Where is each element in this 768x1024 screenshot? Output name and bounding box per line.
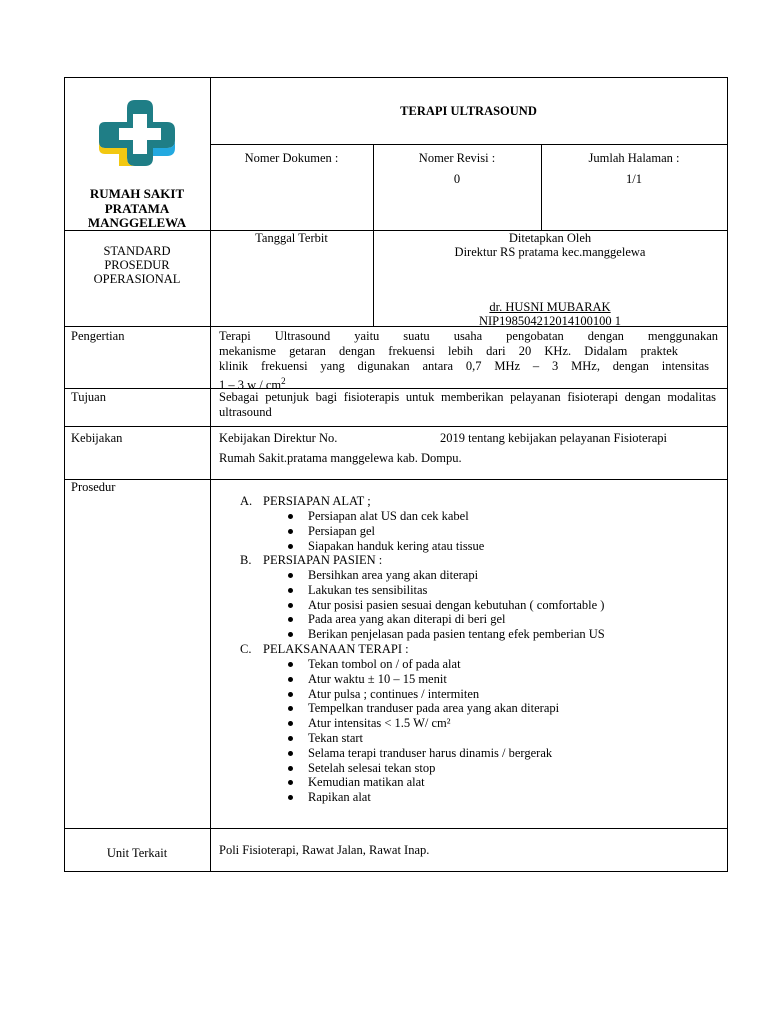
jumlah-halaman-label: Jumlah Halaman :	[588, 151, 680, 165]
nomor-dokumen-label: Nomer Dokumen :	[244, 151, 339, 165]
ditetapkan-by: Direktur RS pratama kec.manggelewa	[454, 245, 646, 259]
ditetapkan-label: Ditetapkan Oleh	[508, 231, 592, 245]
kebijakan-line-2: Rumah Sakit.pratama manggelewa kab. Dompu.	[219, 451, 462, 465]
label-column-divider	[210, 77, 211, 872]
document-title: TERAPI ULTRASOUND	[400, 104, 537, 118]
table-border-right	[727, 77, 728, 872]
bullet-icon	[288, 662, 293, 667]
bullet-icon	[288, 795, 293, 800]
unit-terkait-text: Poli Fisioterapi, Rawat Jalan, Rawat Inap.	[219, 843, 430, 857]
prosedur-a-list	[283, 509, 484, 553]
list-item-text: Bersihkan area yang akan diterapi	[308, 568, 479, 582]
bullet-icon	[288, 588, 293, 593]
list-item-text: Persiapan gel	[308, 523, 375, 538]
pengertian-line-2: mekanisme getaran dengan frekuensi lebih dari 20 KHz. Didalam praktek	[219, 344, 678, 358]
list-item-text: Rapikan alat	[308, 790, 371, 805]
bullet-icon	[288, 706, 293, 711]
list-item	[283, 716, 559, 731]
nomor-revisi-value: 0	[453, 172, 461, 186]
prosedur-a-title: PERSIAPAN ALAT ;	[263, 494, 371, 508]
section-divider-prosedur	[64, 479, 728, 480]
prosedur-b-marker: B.	[240, 553, 252, 567]
prosedur-c-list	[283, 657, 559, 805]
hospital-name-line-2: PRATAMA	[104, 201, 170, 216]
prosedur-a-marker: A.	[240, 494, 253, 508]
pengertian-intensity: 1 – 3 w / cm	[219, 378, 282, 393]
sop-label-line-2: PROSEDUR	[104, 258, 170, 272]
list-item-text: Tempelkan tranduser pada area yang akan diterapi	[308, 701, 560, 716]
list-item	[283, 509, 484, 524]
list-item	[283, 524, 484, 539]
list-item-text: Setelah selesai tekan stop	[308, 760, 436, 775]
bullet-icon	[288, 751, 293, 756]
prosedur-c-title: PELAKSANAAN TERAPI :	[263, 642, 409, 656]
hospital-name-line-1: RUMAH SAKIT	[89, 186, 185, 201]
nomor-revisi-label: Nomer Revisi :	[418, 151, 496, 165]
list-item	[283, 701, 559, 716]
list-item	[283, 687, 559, 702]
list-item-text: Atur pulsa ; continues / intermiten	[308, 686, 480, 701]
jumlah-halaman-value: 1/1	[626, 172, 642, 186]
table-border-bottom	[64, 871, 728, 872]
list-item-text: Persiapan alat US dan cek kabel	[308, 509, 469, 523]
list-item-text: Tekan start	[308, 730, 364, 745]
section-divider-tujuan	[64, 388, 728, 389]
pengertian-sup: 2	[281, 376, 286, 386]
list-item	[283, 672, 559, 687]
pengertian-label: Pengertian	[71, 329, 125, 343]
list-item	[283, 568, 605, 583]
pengertian-line-1: Terapi Ultrasound yaitu suatu usaha pengobatan dengan menggunakan	[219, 329, 718, 343]
prosedur-label: Prosedur	[71, 480, 116, 494]
signer-name: dr. HUSNI MUBARAK	[489, 300, 611, 314]
pengertian-line-3: klinik frekuensi yang digunakan antara 0,7 MHz – 3 MHz, dengan intensitas	[219, 359, 709, 373]
bullet-icon	[288, 766, 293, 771]
bullet-icon	[288, 780, 293, 785]
list-item	[283, 746, 559, 761]
bullet-icon	[288, 677, 293, 682]
table-border-top	[64, 77, 728, 78]
list-item-text: Selama terapi tranduser harus dinamis / bergerak	[308, 745, 553, 760]
prosedur-b-list	[283, 568, 605, 642]
list-item-text: Kemudian matikan alat	[308, 775, 425, 790]
sop-label-line-1: STANDARD	[103, 244, 171, 258]
bullet-icon	[288, 603, 293, 608]
list-item-text: Pada area yang akan diterapi di beri gel	[308, 612, 506, 627]
bullet-icon	[288, 632, 293, 637]
prosedur-c-marker: C.	[240, 642, 252, 656]
sop-label-line-3: OPERASIONAL	[93, 272, 181, 286]
list-item	[283, 627, 605, 642]
list-item	[283, 731, 559, 746]
unit-terkait-label: Unit Terkait	[106, 846, 168, 860]
list-item-text: Berikan penjelasan pada pasien tentang efek pemberian US	[308, 627, 605, 642]
section-divider-unit	[64, 828, 728, 829]
kebijakan-text-part1: Kebijakan Direktur No.	[219, 431, 338, 445]
hospital-cross-logo	[99, 100, 177, 166]
bullet-icon	[288, 736, 293, 741]
list-item	[283, 761, 559, 776]
bullet-icon	[288, 514, 293, 519]
prosedur-b-title: PERSIAPAN PASIEN :	[263, 553, 383, 567]
section-divider-kebijakan	[64, 426, 728, 427]
bullet-icon	[288, 617, 293, 622]
kebijakan-text-part2: 2019 tentang kebijakan pelayanan Fisioterapi	[440, 431, 668, 445]
list-item	[283, 612, 605, 627]
header-row-divider	[210, 144, 728, 145]
list-item	[283, 790, 559, 805]
bullet-icon	[288, 529, 293, 534]
list-item	[283, 598, 605, 613]
list-item	[283, 539, 484, 554]
hospital-name-line-3: MANGGELEWA	[87, 215, 187, 230]
list-item-text: Siapakan handuk kering atau tissue	[308, 538, 485, 553]
list-item	[283, 775, 559, 790]
list-item	[283, 657, 559, 672]
bullet-icon	[288, 573, 293, 578]
list-item	[283, 583, 605, 598]
list-item-text: Atur posisi pasien sesuai dengan kebutuhan ( comfortable )	[308, 597, 605, 612]
signer-nip: NIP198504212014100100 1	[478, 314, 622, 328]
kebijakan-label: Kebijakan	[71, 431, 123, 445]
list-item-text: Lakukan tes sensibilitas	[308, 582, 428, 597]
list-item-text: Atur waktu ± 10 – 15 menit	[308, 671, 447, 686]
list-item-text: Tekan tombol on / of pada alat	[308, 657, 461, 671]
bullet-icon	[288, 544, 293, 549]
tujuan-label: Tujuan	[71, 390, 106, 404]
bullet-icon	[288, 721, 293, 726]
bullet-icon	[288, 692, 293, 697]
tujuan-text: Sebagai petunjuk bagi fisioterapis untuk memberikan pelayanan fisioterapi dengan modalitas ultrasound	[219, 390, 716, 419]
list-item-text: Atur intensitas < 1.5 W/ cm²	[308, 716, 451, 731]
tanggal-terbit-label: Tanggal Terbit	[255, 231, 328, 245]
